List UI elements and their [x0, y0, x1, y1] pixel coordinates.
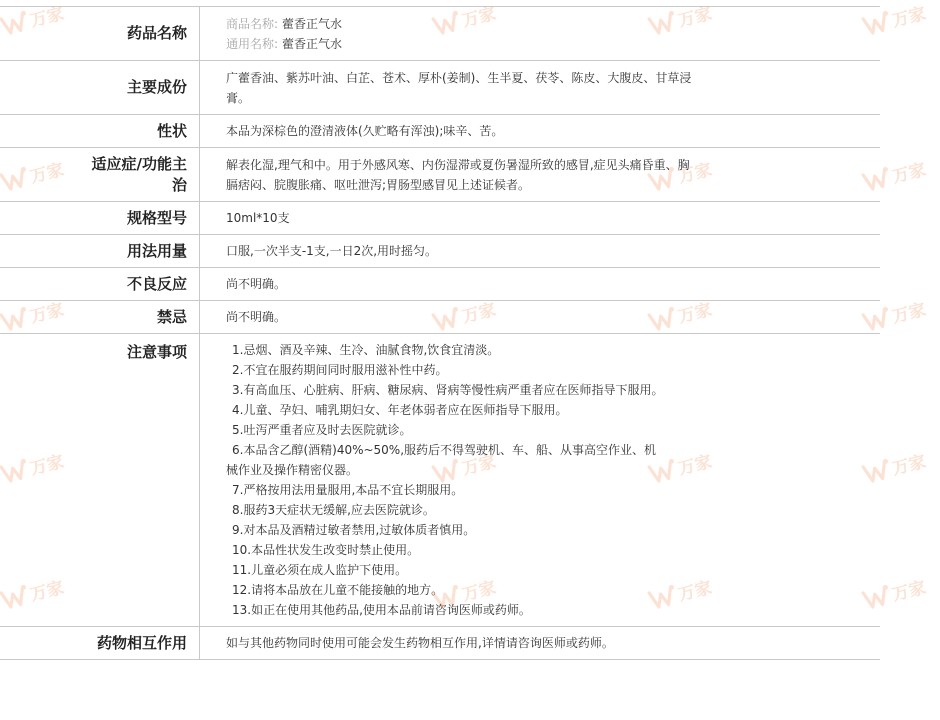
- row-interactions: [0, 627, 880, 660]
- ingredients-line: 膏。: [226, 90, 251, 105]
- value-usage: 口服,一次半支-1支,一日2次,用时摇匀。: [226, 244, 438, 258]
- svg-text:万家: 万家: [890, 299, 929, 328]
- svg-text:万家: 万家: [890, 159, 929, 188]
- label-adverse: 不良反应: [0, 268, 200, 300]
- precaution-item: 11.儿童必须在成人监护下使用。: [232, 563, 408, 577]
- precaution-item: 1.忌烟、酒及辛辣、生冷、油腻食物,饮食宜清淡。: [232, 343, 500, 357]
- trade-name-key: 商品名称:: [226, 16, 279, 31]
- label-properties: 性状: [0, 115, 200, 147]
- svg-text:万家: 万家: [28, 577, 67, 606]
- value-contraindications: 尚不明确。: [226, 310, 287, 324]
- svg-text:万家: 万家: [460, 3, 499, 32]
- row-ingredients: [0, 61, 880, 115]
- row-properties: [0, 115, 880, 148]
- label-contraindications: 禁忌: [0, 301, 200, 333]
- label-interactions: 药物相互作用: [0, 627, 200, 659]
- trade-name-line: [226, 14, 780, 34]
- row-indications: [0, 148, 880, 202]
- label-spec: 规格型号: [0, 202, 200, 234]
- precaution-item: 2.不宜在服药期间同时服用滋补性中药。: [232, 363, 448, 377]
- value-spec: 10ml*10支: [226, 211, 290, 225]
- precaution-item: 6.本品含乙醇(酒精)40%~50%,服药后不得驾驶机、车、船、从事高空作业、机: [232, 443, 657, 457]
- value-drug-name: [200, 7, 880, 60]
- value-ingredients: [200, 61, 880, 114]
- common-name-line: [226, 34, 780, 54]
- svg-text:万家: 万家: [676, 577, 715, 606]
- svg-text:万家: 万家: [890, 577, 929, 606]
- svg-text:万家: 万家: [676, 299, 715, 328]
- svg-text:万家: 万家: [460, 577, 499, 606]
- row-adverse: [0, 268, 880, 301]
- label-usage: 用法用量: [0, 235, 200, 267]
- precaution-item: 10.本品性状发生改变时禁止使用。: [232, 543, 420, 557]
- indications-line: 解表化湿,理气和中。用于外感风寒、内伤湿滞或夏伤暑湿所致的感冒,症见头痛昏重、胸: [226, 157, 690, 172]
- value-precautions: [200, 334, 880, 626]
- svg-text:万家: 万家: [676, 3, 715, 32]
- svg-text:万家: 万家: [460, 451, 499, 480]
- svg-text:万家: 万家: [28, 299, 67, 328]
- row-usage: [0, 235, 880, 268]
- precaution-item: 5.吐泻严重者应及时去医院就诊。: [232, 423, 412, 437]
- precaution-item: 械作业及操作精密仪器。: [226, 463, 359, 477]
- value-properties: 本品为深棕色的澄清液体(久贮略有浑浊);味辛、苦。: [226, 124, 504, 138]
- precaution-item: 13.如正在使用其他药品,使用本品前请咨询医师或药师。: [232, 603, 531, 617]
- label-drug-name: 药品名称: [0, 7, 200, 60]
- drug-info-table: [0, 6, 880, 660]
- common-name-key: 通用名称:: [226, 36, 279, 51]
- value-indications: [200, 148, 880, 201]
- label-precautions: 注意事项: [0, 334, 200, 626]
- precaution-item: 4.儿童、孕妇、哺乳期妇女、年老体弱者应在医师指导下服用。: [232, 403, 568, 417]
- precaution-item: 9.对本品及酒精过敏者禁用,过敏体质者慎用。: [232, 523, 476, 537]
- indications-line: 膈痞闷、脘腹胀痛、呕吐泄泻;胃肠型感冒见上述证候者。: [226, 177, 531, 192]
- svg-text:万家: 万家: [890, 3, 929, 32]
- svg-text:万家: 万家: [460, 299, 499, 328]
- trade-name-value: 藿香正气水: [282, 16, 343, 31]
- precaution-item: 3.有高血压、心脏病、肝病、糖尿病、肾病等慢性病严重者应在医师指导下服用。: [232, 383, 664, 397]
- svg-text:万家: 万家: [890, 451, 929, 480]
- svg-text:万家: 万家: [28, 451, 67, 480]
- precaution-item: 12.请将本品放在儿童不能接触的地方。: [232, 583, 444, 597]
- common-name-value: 藿香正气水: [282, 36, 343, 51]
- precaution-item: 7.严格按用法用量服用,本品不宜长期服用。: [232, 483, 464, 497]
- svg-text:万家: 万家: [28, 159, 67, 188]
- svg-text:万家: 万家: [676, 451, 715, 480]
- ingredients-line: 广藿香油、紫苏叶油、白芷、苍术、厚朴(姜制)、生半夏、茯苓、陈皮、大腹皮、甘草浸: [226, 70, 692, 85]
- label-indications: [0, 148, 200, 201]
- row-drug-name: [0, 6, 880, 61]
- row-spec: [0, 202, 880, 235]
- label-indications-line2: 治: [171, 175, 187, 194]
- label-ingredients: 主要成份: [0, 61, 200, 114]
- value-interactions: 如与其他药物同时使用可能会发生药物相互作用,详情请咨询医师或药师。: [226, 636, 614, 650]
- label-indications-line1: 适应症/功能主: [91, 154, 187, 173]
- row-precautions: [0, 334, 880, 627]
- row-contraindications: [0, 301, 880, 334]
- svg-text:万家: 万家: [28, 3, 67, 32]
- precaution-item: 8.服药3天症状无缓解,应去医院就诊。: [232, 503, 435, 517]
- value-adverse: 尚不明确。: [226, 277, 287, 291]
- svg-text:万家: 万家: [676, 159, 715, 188]
